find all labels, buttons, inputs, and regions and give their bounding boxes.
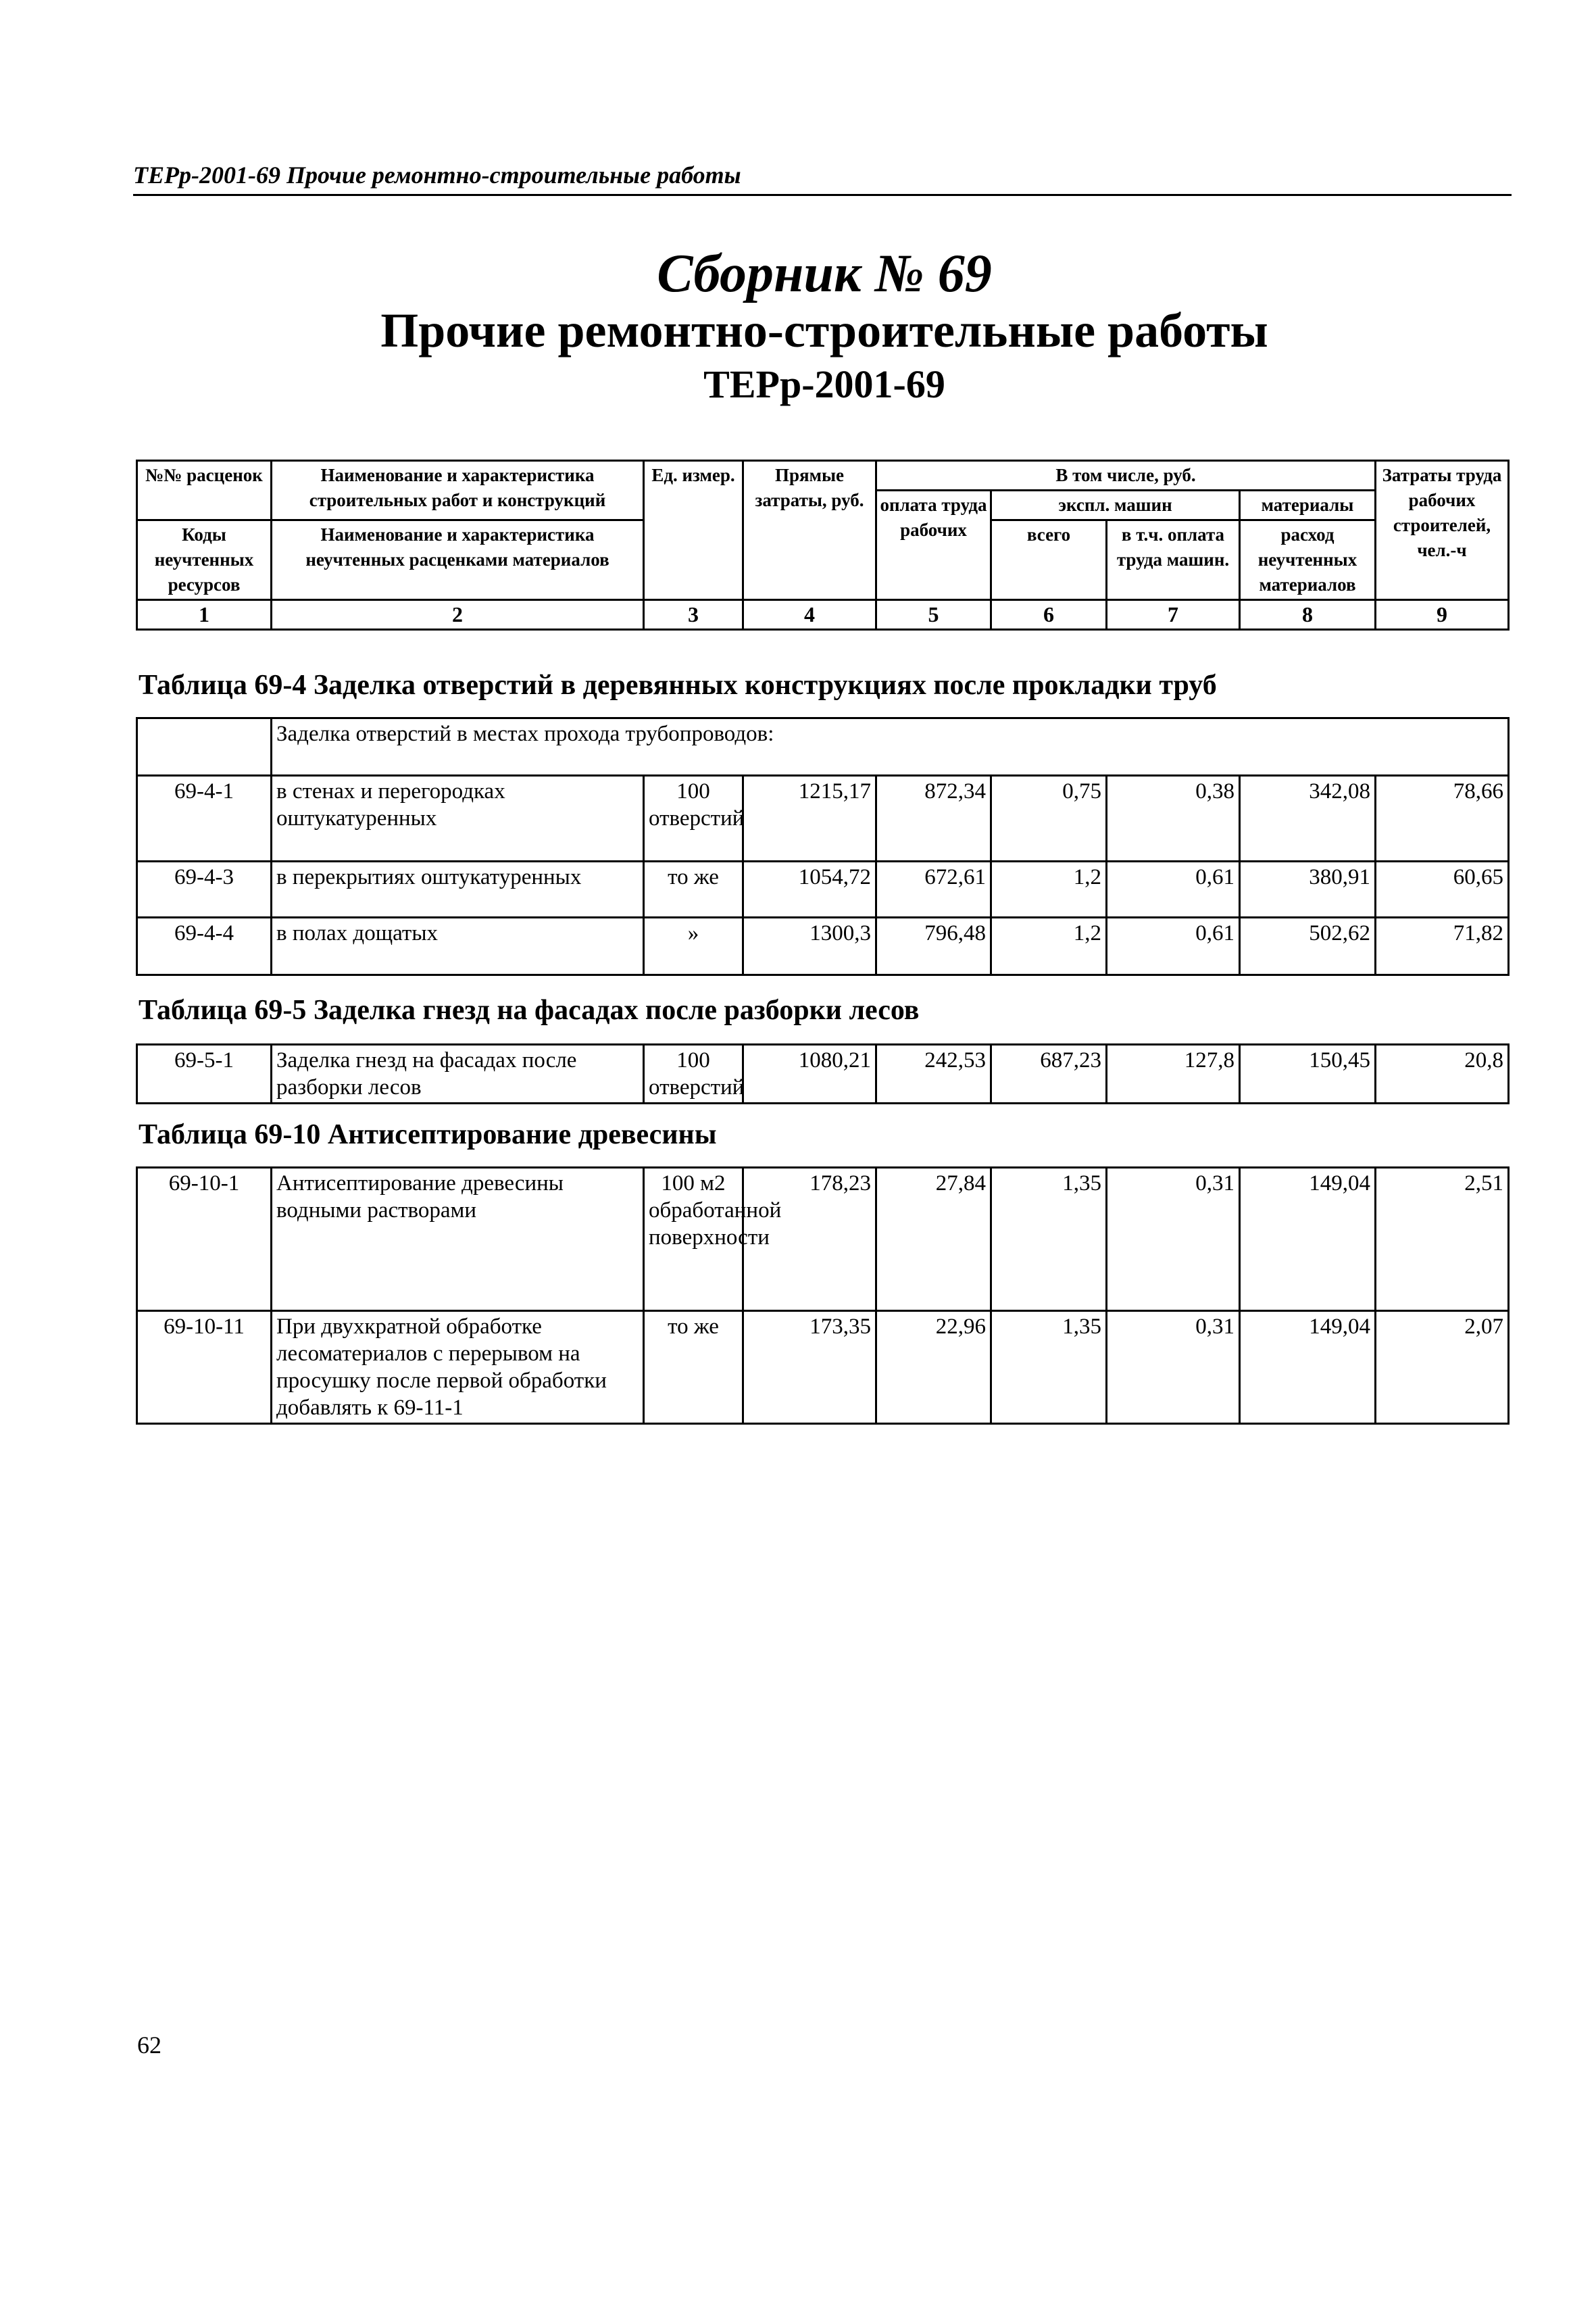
header-work-name: Наименование и характеристика строительных работ и конструкций bbox=[272, 461, 644, 520]
header-rate-number: №№ расценок bbox=[137, 461, 272, 520]
header-labor-costs: Затраты труда рабочих строителей, чел.-ч bbox=[1376, 461, 1509, 600]
value-col-8: 149,04 bbox=[1240, 1168, 1376, 1311]
work-name: в перекрытиях оштукатуренных bbox=[272, 862, 644, 918]
document-code: ТЕРр-2001-69 bbox=[703, 362, 945, 406]
value-col-9: 78,66 bbox=[1376, 776, 1509, 862]
value-col-7: 0,38 bbox=[1107, 776, 1240, 862]
header-materials: материалы bbox=[1240, 491, 1376, 520]
value-col-7: 0,31 bbox=[1107, 1168, 1240, 1311]
rate-code: 69-4-1 bbox=[137, 776, 272, 862]
value-col-8: 342,08 bbox=[1240, 776, 1376, 862]
value-col-8: 502,62 bbox=[1240, 918, 1376, 975]
rate-code: 69-4-3 bbox=[137, 862, 272, 918]
value-col-9: 2,51 bbox=[1376, 1168, 1509, 1311]
page-title: Прочие ремонтно-строительные работы bbox=[380, 303, 1268, 358]
value-col-4: 1215,17 bbox=[743, 776, 876, 862]
running-head: ТЕРр-2001-69 Прочие ремонтно-строительные работы bbox=[133, 162, 741, 189]
group-cell bbox=[137, 718, 272, 776]
value-col-5: 242,53 bbox=[876, 1045, 991, 1104]
group-heading: Заделка отверстий в местах прохода трубопроводов: bbox=[272, 718, 1509, 776]
value-col-4: 1080,21 bbox=[743, 1045, 876, 1104]
value-col-5: 796,48 bbox=[876, 918, 991, 975]
value-col-9: 2,07 bbox=[1376, 1311, 1509, 1424]
value-col-6: 1,35 bbox=[991, 1311, 1107, 1424]
unit: то же bbox=[644, 862, 743, 918]
unit: 100 отверстий bbox=[644, 776, 743, 862]
work-name: При двухкратной обработке лесоматериалов с перерывом на просушку после первой обработки добавлять к 69-11-1 bbox=[272, 1311, 644, 1424]
rate-code: 69-5-1 bbox=[137, 1045, 272, 1104]
page-number: 62 bbox=[137, 2032, 161, 2059]
column-header-table bbox=[136, 460, 1510, 631]
table-row bbox=[137, 776, 1509, 862]
value-col-9: 60,65 bbox=[1376, 862, 1509, 918]
header-machine-wages: в т.ч. оплата труда машин. bbox=[1107, 520, 1240, 600]
value-col-8: 380,91 bbox=[1240, 862, 1376, 918]
table-row bbox=[137, 862, 1509, 918]
work-name: в стенах и перегородках оштукатуренных bbox=[272, 776, 644, 862]
table-caption: Таблица 69-10 Антисептирование древесины bbox=[139, 1119, 717, 1150]
value-col-4: 173,35 bbox=[743, 1311, 876, 1424]
value-col-7: 0,31 bbox=[1107, 1311, 1240, 1424]
value-col-6: 1,2 bbox=[991, 862, 1107, 918]
collection-title: Сборник № 69 bbox=[657, 244, 992, 303]
column-number: 8 bbox=[1240, 600, 1376, 630]
unit: 100 м2 обработанной поверхности bbox=[644, 1168, 743, 1311]
unit: » bbox=[644, 918, 743, 975]
column-number: 5 bbox=[876, 600, 991, 630]
unit: 100 отверстий bbox=[644, 1045, 743, 1104]
value-col-5: 672,61 bbox=[876, 862, 991, 918]
header-material-name: Наименование и характеристика неучтенных расценками материалов bbox=[272, 520, 644, 600]
work-name: в полах дощатых bbox=[272, 918, 644, 975]
header-unit: Ед. измер. bbox=[644, 461, 743, 600]
value-col-6: 1,2 bbox=[991, 918, 1107, 975]
header-material-usage: расход неучтенных материалов bbox=[1240, 520, 1376, 600]
rate-code: 69-4-4 bbox=[137, 918, 272, 975]
column-number: 9 bbox=[1376, 600, 1509, 630]
value-col-9: 20,8 bbox=[1376, 1045, 1509, 1104]
column-number: 1 bbox=[137, 600, 272, 630]
column-number: 4 bbox=[743, 600, 876, 630]
work-name: Заделка гнезд на фасадах после разборки лесов bbox=[272, 1045, 644, 1104]
column-number: 6 bbox=[991, 600, 1107, 630]
value-col-6: 687,23 bbox=[991, 1045, 1107, 1104]
rate-code: 69-10-1 bbox=[137, 1168, 272, 1311]
column-number: 2 bbox=[272, 600, 644, 630]
rates-table-69-10 bbox=[136, 1166, 1510, 1425]
unit: то же bbox=[644, 1311, 743, 1424]
value-col-7: 127,8 bbox=[1107, 1045, 1240, 1104]
value-col-7: 0,61 bbox=[1107, 918, 1240, 975]
value-col-6: 0,75 bbox=[991, 776, 1107, 862]
header-resource-codes: Коды неучтенных ресурсов bbox=[137, 520, 272, 600]
value-col-5: 27,84 bbox=[876, 1168, 991, 1311]
value-col-7: 0,61 bbox=[1107, 862, 1240, 918]
rate-code: 69-10-11 bbox=[137, 1311, 272, 1424]
rates-table-69-4 bbox=[136, 717, 1510, 976]
value-col-4: 1054,72 bbox=[743, 862, 876, 918]
column-number: 7 bbox=[1107, 600, 1240, 630]
column-number: 3 bbox=[644, 600, 743, 630]
header-rule bbox=[133, 194, 1512, 196]
rates-table-69-5 bbox=[136, 1043, 1510, 1104]
value-col-4: 178,23 bbox=[743, 1168, 876, 1311]
table-caption: Таблица 69-5 Заделка гнезд на фасадах после разборки лесов bbox=[139, 995, 920, 1026]
value-col-9: 71,82 bbox=[1376, 918, 1509, 975]
header-including: В том числе, руб. bbox=[876, 461, 1376, 491]
table-row bbox=[137, 918, 1509, 975]
value-col-4: 1300,3 bbox=[743, 918, 876, 975]
header-machines-total: всего bbox=[991, 520, 1107, 600]
value-col-5: 22,96 bbox=[876, 1311, 991, 1424]
table-caption: Таблица 69-4 Заделка отверстий в деревянных конструкциях после прокладки труб bbox=[139, 670, 1217, 701]
value-col-5: 872,34 bbox=[876, 776, 991, 862]
header-machines: экспл. машин bbox=[991, 491, 1240, 520]
header-direct-costs: Прямые затраты, руб. bbox=[743, 461, 876, 600]
table-row bbox=[137, 1168, 1509, 1311]
table-row bbox=[137, 1311, 1509, 1424]
value-col-8: 149,04 bbox=[1240, 1311, 1376, 1424]
value-col-8: 150,45 bbox=[1240, 1045, 1376, 1104]
value-col-6: 1,35 bbox=[991, 1168, 1107, 1311]
header-wages: оплата труда рабочих bbox=[876, 491, 991, 600]
table-row bbox=[137, 1045, 1509, 1104]
work-name: Антисептирование древесины водными растворами bbox=[272, 1168, 644, 1311]
